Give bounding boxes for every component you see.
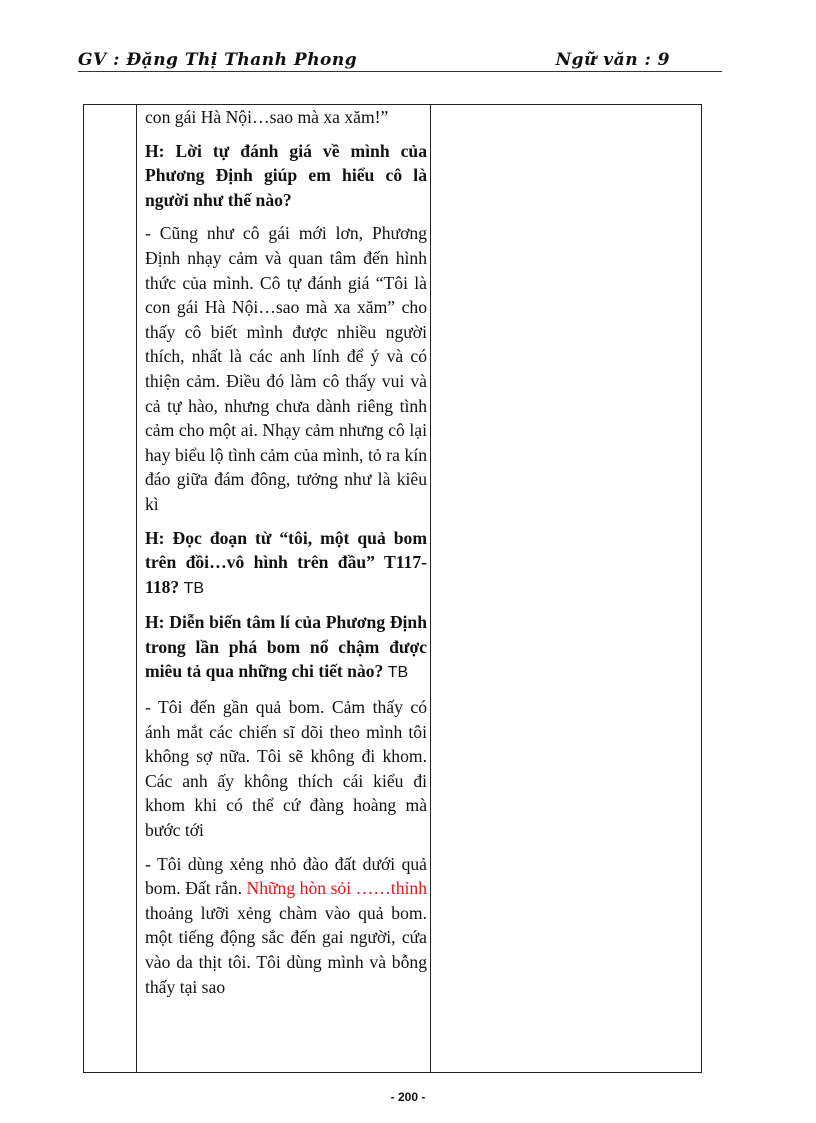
subject-label: Ngữ văn : 9 (555, 50, 670, 70)
answer-self-assessment: - Cũng như cô gái mới lơn, Phương Định nhạy cảm và quan tâm đến hình thức của mình. Cô tự đánh giá “Tôi là con gái Hà Nội…sao mà xa xăm” cho thấy cô biết mình được nhiều người thích, nhất là các anh lính để ý và có thiện cảm. Điều đó làm cô thấy vui và cả tự hào, nhưng chưa dành riêng tình cảm cho một ai. Nhạy cảm nhưng cô lại hay biểu lộ tình cảm của mình, tỏ ra kín đáo giữa đám đông, tưởng như là kiêu kì (145, 223, 427, 514)
page-number: - 200 - (390, 1090, 426, 1104)
header-rule (78, 71, 722, 72)
question-level-tag: TB (183, 579, 205, 597)
answer-approach-bomb: - Tôi đến gần quả bom. Cảm thấy có ánh mắt các chiến sĩ dõi theo mình tôi không sợ nữa. Tôi sẽ không đi khom. Các anh ấy không thích cái kiểu đi khom khi có thể cứ đàng hoàng mà bước tới (145, 697, 427, 841)
highlighted-text: Những hòn sỏi ……thỉnh (246, 878, 427, 899)
question-self-assessment: H: Lời tự đánh giá về mình của Phương Định giúp em hiểu cô là người như thế nào? (145, 140, 427, 210)
question-level-tag: TB (387, 664, 409, 682)
page-header (78, 50, 722, 72)
teacher-name: GV : Đặng Thị Thanh Phong (78, 50, 358, 70)
continued-quote: con gái Hà Nội…sao mà xa xăm!” (145, 107, 389, 127)
lesson-content-cell (145, 105, 427, 1008)
answer-digging-start: - Tôi dùng xẻng nhỏ đào đất dưới quả bom. Đất rắn. (145, 853, 427, 899)
column-divider-right (430, 105, 431, 1072)
question-read-passage (145, 526, 427, 602)
answer-digging (145, 852, 427, 1000)
question-read-passage-text: H: Đọc đoạn từ “tôi, một quả bom trên đồi…vô hình trên đầu” T117-118? (145, 527, 427, 597)
question-psychology-text: H: Diễn biến tâm lí của Phương Định trong lần phá bom nổ chậm được miêu tả qua những chi tiết nào? (145, 612, 427, 682)
lesson-table (83, 104, 702, 1073)
answer-digging-end: thoảng lưỡi xẻng chàm vào quả bom. một tiếng động sắc đến gai người, cứa vào da thịt tôi. Tôi dùng mình và bỗng thấy tại sao (145, 902, 427, 997)
question-psychology (145, 610, 427, 686)
column-divider-left (136, 105, 137, 1072)
